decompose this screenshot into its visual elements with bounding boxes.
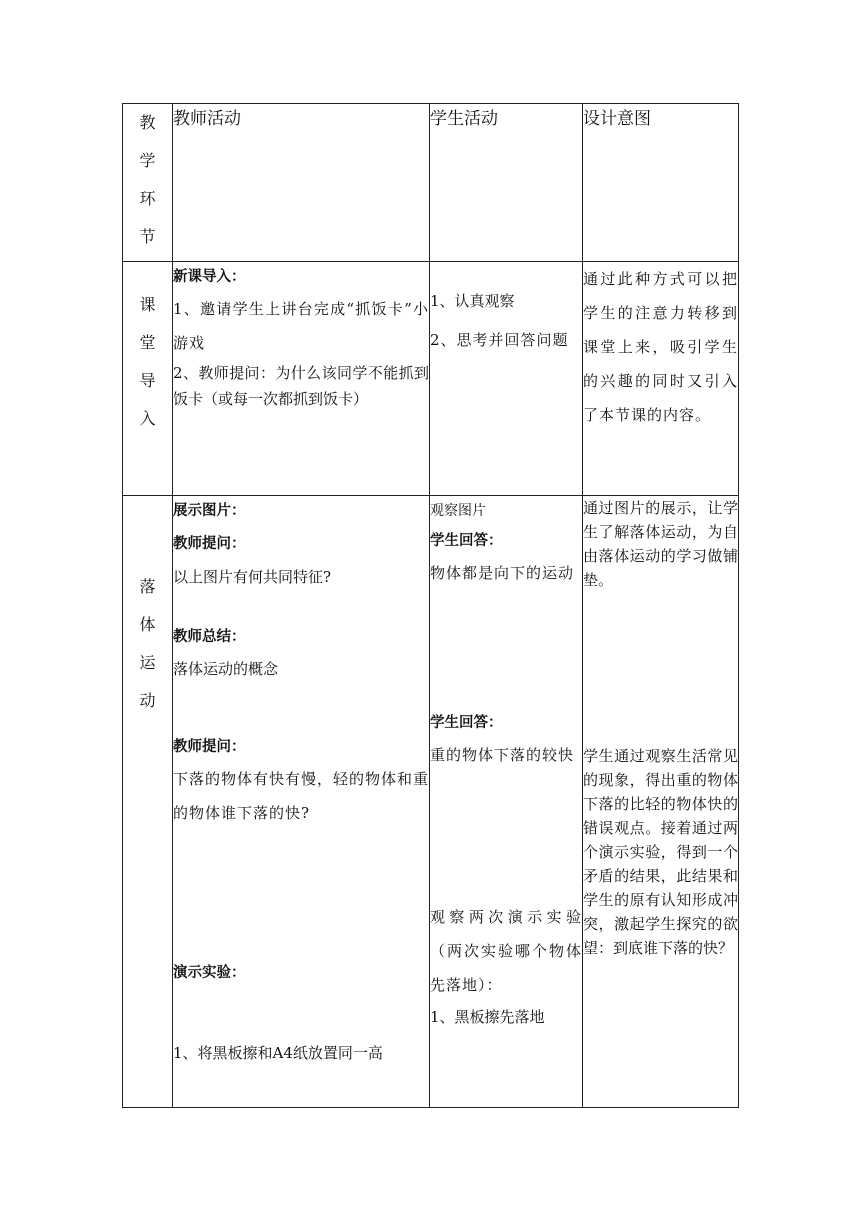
teacher-question-2-text: 下落的物体有快有慢，轻的物体和重的物体谁下落的快? — [173, 770, 430, 822]
teacher-question-label: 教师提问： — [173, 536, 246, 552]
demo-experiment-label: 演示实验： — [173, 965, 246, 981]
student-step-2: 2、思考并回答问题 — [430, 331, 569, 349]
teacher-question-text: 以上图片有何共同特征? — [173, 568, 332, 586]
stage-char: 入 — [139, 409, 156, 428]
intent-text-intro: 通过此种方式可以把学生的注意力转移到课堂上来，吸引学生的兴趣的同时又引入了本节课的内容。 — [583, 270, 738, 424]
teacher-activity-header: 教师活动 — [173, 104, 430, 262]
observe-pictures: 观察图片 — [430, 503, 486, 519]
stage-char: 课 — [139, 295, 156, 314]
new-lesson-title: 新课导入： — [173, 269, 246, 285]
stage-char: 体 — [139, 615, 156, 634]
intent-text-part2: 学生通过观察生活常见的现象，得出重的物体下落的比轻的物体快的错误观点。接着通过两个演示实验，得到一个矛盾的结果，此结果和学生的原有认知形成冲突，激起学生探究的欲望：到底谁下落的快？ — [583, 747, 738, 957]
student-activity-intro — [430, 262, 583, 496]
teacher-activity-falling — [173, 496, 430, 1108]
stage-header-char: 学 — [139, 151, 156, 170]
stage-header-cell — [123, 104, 173, 262]
stage-header-char: 节 — [139, 227, 156, 246]
stage-char: 堂 — [139, 333, 156, 352]
student-step-1: 1、认真观察 — [430, 292, 515, 310]
teacher-summary-label: 教师总结： — [173, 629, 246, 645]
stage-header-char: 环 — [139, 189, 156, 208]
demo-step-1: 1、将黑板擦和A4纸放置同一高 — [173, 1044, 383, 1062]
intent-text-part1: 通过图片的展示，让学生了解落体运动，为自由落体运动的学习做铺垫。 — [583, 499, 738, 589]
teacher-step-2: 2、教师提问：为什么该同学不能抓到饭卡（或每一次都抓到饭卡） — [173, 364, 429, 408]
lesson-plan-table — [122, 103, 739, 1108]
stage-char: 落 — [139, 577, 156, 596]
table-header-row — [123, 104, 739, 262]
student-answer-label: 学生回答： — [430, 533, 503, 549]
teacher-step-1: 1、邀请学生上讲台完成“抓饭卡”小游戏 — [173, 300, 429, 352]
stage-cell-intro — [123, 262, 173, 496]
teacher-question-2-label: 教师提问： — [173, 739, 246, 755]
stage-char: 运 — [139, 653, 156, 672]
student-result-1: 1、黑板擦先落地 — [430, 1008, 545, 1026]
table-row-falling — [123, 496, 739, 1108]
teacher-activity-intro — [173, 262, 430, 496]
student-activity-falling — [430, 496, 583, 1108]
stage-cell-falling — [123, 496, 173, 1108]
stage-header-char: 教 — [139, 113, 156, 132]
show-pictures-label: 展示图片： — [173, 503, 246, 519]
teacher-summary-text: 落体运动的概念 — [173, 660, 279, 678]
stage-header — [123, 104, 172, 256]
observe-demo-text: 观察两次演示实验（两次实验哪个物体先落地）： — [430, 908, 582, 994]
design-intent-header: 设计意图 — [583, 104, 739, 262]
design-intent-intro — [583, 262, 739, 496]
student-activity-header: 学生活动 — [430, 104, 583, 262]
design-intent-falling — [583, 496, 739, 1108]
stage-char: 动 — [139, 691, 156, 710]
table-row-intro — [123, 262, 739, 496]
stage-intro — [123, 262, 172, 438]
student-answer-2-text: 重的物体下落的较快 — [430, 746, 575, 764]
student-answer-text: 物体都是向下的运动 — [430, 564, 575, 582]
stage-char: 导 — [139, 371, 156, 390]
student-answer-2-label: 学生回答： — [430, 715, 503, 731]
stage-falling — [123, 496, 172, 720]
